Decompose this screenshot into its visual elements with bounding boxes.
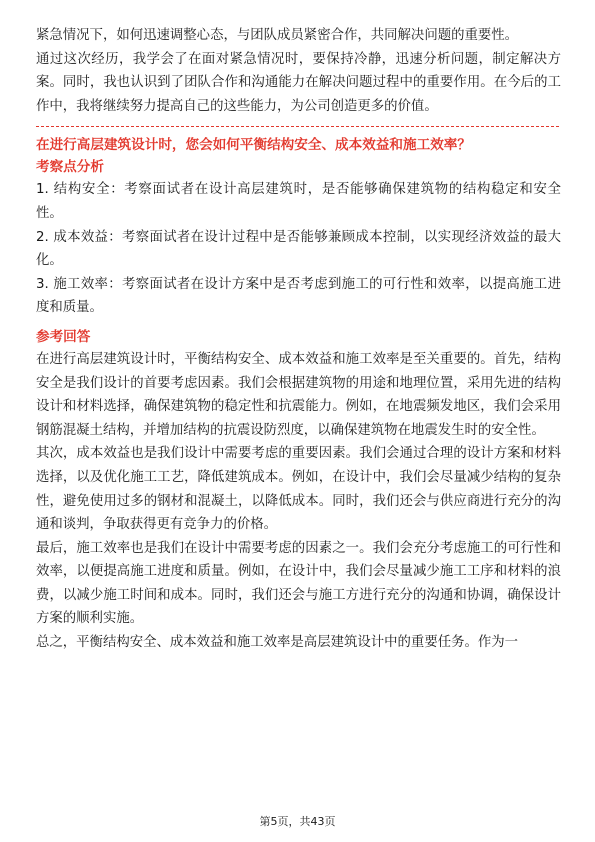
analysis-item-2: 2. 成本效益：考察面试者在设计过程中是否能够兼顾成本控制，以实现经济效益的最大化。 [36, 229, 561, 269]
page-content [36, 24, 561, 655]
intro-paragraph-2: 通过这次经历，我学会了在面对紧急情况时，要保持冷静，迅速分析问题，制定解决方案。同时，我也认识到了团队合作和沟通能力在解决问题过程中的重要作用。在今后的工作中，我将继续努力提高自己的这些能力，为公司创造更多的价值。 [36, 51, 561, 114]
answer-paragraph-2: 其次，成本效益也是我们设计中需要考虑的重要因素。我们会通过合理的设计方案和材料选择，以及优化施工工艺，降低建筑成本。例如，在设计中，我们会尽量减少结构的复杂性，避免使用过多的钢材和混凝土，以降低成本。同时，我们还会与供应商进行充分的沟通和谈判，争取获得更有竞争力的价格。 [36, 446, 561, 533]
section-divider [36, 126, 559, 127]
analysis-item-3: 3. 施工效率：考察面试者在设计方案中是否考虑到施工的可行性和效率，以提高施工进度和质量。 [36, 276, 561, 316]
answer-heading: 参考回答 [36, 328, 91, 345]
analysis-item-1: 1. 结构安全：考察面试者在设计高层建筑时，是否能够确保建筑物的结构稳定和安全性。 [36, 182, 561, 221]
intro-paragraph-1: 紧急情况下，如何迅速调整心态，与团队成员紧密合作，共同解决问题的重要性。 [36, 28, 519, 43]
answer-paragraph-3: 最后，施工效率也是我们在设计中需要考虑的因素之一。我们会充分考虑施工的可行性和效率，以便提高施工进度和质量。例如，在设计中，我们会尽量减少施工工序和材料的浪费，以减少施工时间和成本。同时，我们还会与施工方进行充分的沟通和协调，确保设计方案的顺利实施。 [36, 540, 561, 627]
page-number-footer: 第5页，共43页 [259, 815, 336, 828]
answer-paragraph-1: 在进行高层建筑设计时，平衡结构安全、成本效益和施工效率是至关重要的。首先，结构安全是我们设计的首要考虑因素。我们会根据建筑物的用途和地理位置，采用先进的结构设计和材料选择，确保建筑物的稳定性和抗震能力。例如，在地震频发地区，我们会采用钢筋混凝土结构，并增加结构的抗震设防烈度，以确保建筑物在地震发生时的安全性。 [36, 351, 561, 438]
answer-paragraph-4: 总之，平衡结构安全、成本效益和施工效率是高层建筑设计中的重要任务。作为一 [36, 635, 519, 651]
analysis-heading: 考察点分析 [36, 159, 104, 176]
interview-question: 在进行高层建筑设计时，您会如何平衡结构安全、成本效益和施工效率？ [36, 137, 471, 154]
